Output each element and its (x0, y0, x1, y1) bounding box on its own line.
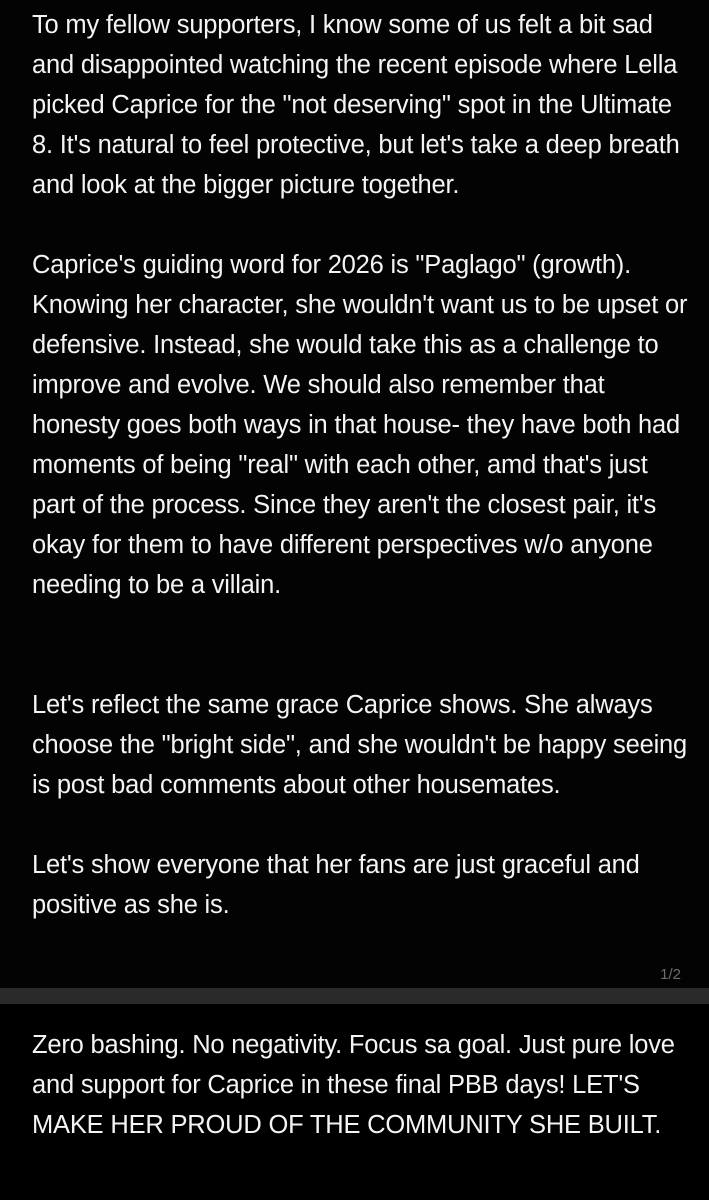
paragraph-positive: Let's show everyone that her fans are just graceful and positive as she is. (32, 851, 640, 919)
paragraph-growth: Caprice's guiding word for 2026 is "Paglago" (growth). Knowing her character, she wouldn't want us to be upset or defensive. Instead, she would take this as a challenge to improve and evolve. We should also remember that honesty goes both ways in that house- they have both had moments of being "real" with each other, amd that's just part of the process. Since they aren't the closest pair, it's okay for them to have different perspectives w/o anyone needing to be a villain. (32, 251, 688, 599)
paragraph-grace: Let's reflect the same grace Caprice shows. She always choose the "bright side", and she wouldn't be happy seeing is post bad comments about other housemates. (32, 691, 687, 799)
page-divider (0, 988, 709, 1004)
page-indicator: 1/2 (660, 966, 681, 983)
paragraph-intro: To my fellow supporters, I know some of us felt a bit sad and disappointed watching the recent episode where Lella picked Caprice for the "not deserving" spot in the Ultimate 8. It's natural to feel protective, but let's take a deep breath and look at the bigger picture together. (32, 11, 680, 199)
paragraph-closing: Zero bashing. No negativity. Focus sa goal. Just pure love and support for Caprice in these final PBB days! LET'S MAKE HER PROUD OF THE COMMUNITY SHE BUILT. (32, 1031, 675, 1139)
